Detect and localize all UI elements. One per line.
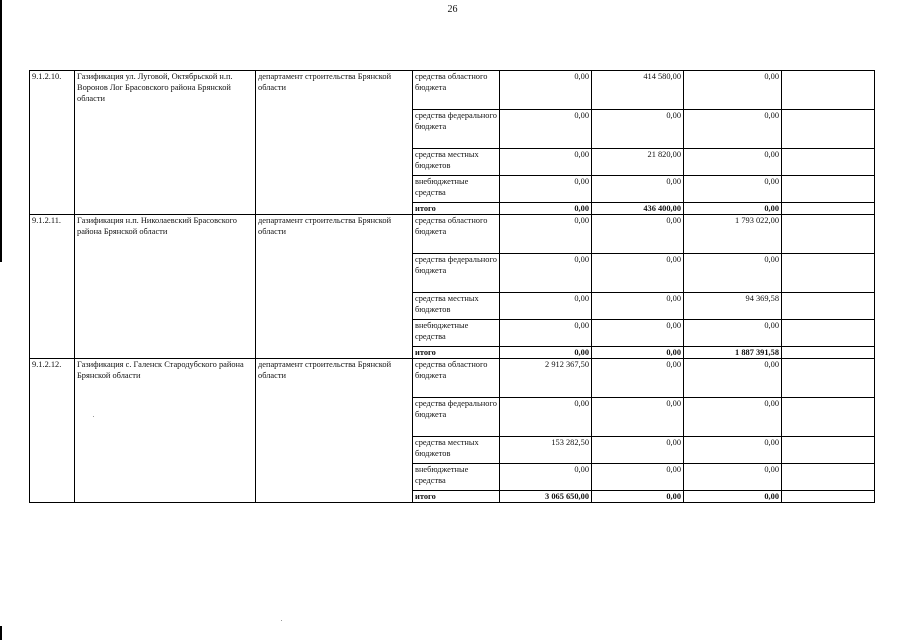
amount-cell-v3: 0,00 <box>684 491 782 503</box>
empty-cell <box>782 215 875 254</box>
amount-cell-v2: 414 580,00 <box>592 71 684 110</box>
funding-row <box>30 359 875 398</box>
funding-row <box>30 215 875 254</box>
funding-table <box>29 70 875 503</box>
amount-cell-v1: 0,00 <box>500 71 592 110</box>
scan-edge-mark-bottom <box>0 626 2 640</box>
funding-source: внебюджетные средства <box>413 176 500 203</box>
project-name: Газификация н.п. Николаевский Брасовского района Брянской области <box>75 215 256 359</box>
empty-cell <box>782 149 875 176</box>
funding-source: внебюджетные средства <box>413 320 500 347</box>
funding-row <box>30 71 875 110</box>
amount-cell-v3: 0,00 <box>684 203 782 215</box>
amount-cell-v3: 1 887 391,58 <box>684 347 782 359</box>
amount-cell-v2: 0,00 <box>592 320 684 347</box>
empty-cell <box>782 437 875 464</box>
project-name: Газификация ул. Луговой, Октябрьской н.п. Воронов Лог Брасовского района Брянской области <box>75 71 256 215</box>
page-number: 26 <box>447 4 458 15</box>
amount-cell-v2: 21 820,00 <box>592 149 684 176</box>
project-code: 9.1.2.10. <box>30 71 75 215</box>
funding-source: средства местных бюджетов <box>413 437 500 464</box>
empty-cell <box>782 176 875 203</box>
funding-source: средства областного бюджета <box>413 71 500 110</box>
empty-cell <box>782 110 875 149</box>
amount-cell-v1: 0,00 <box>500 149 592 176</box>
amount-cell-v1: 0,00 <box>500 398 592 437</box>
amount-cell-v3: 0,00 <box>684 149 782 176</box>
amount-cell-v1: 0,00 <box>500 215 592 254</box>
amount-cell-v1: 0,00 <box>500 320 592 347</box>
amount-cell-v3: 0,00 <box>684 398 782 437</box>
amount-cell-v3: 0,00 <box>684 464 782 491</box>
amount-cell-v3: 0,00 <box>684 437 782 464</box>
amount-cell-v2: 0,00 <box>592 110 684 149</box>
amount-cell-v1: 3 065 650,00 <box>500 491 592 503</box>
funding-source: внебюджетные средства <box>413 464 500 491</box>
scan-edge-mark-top <box>0 0 2 262</box>
scan-speck <box>281 620 282 621</box>
amount-cell-v2: 0,00 <box>592 176 684 203</box>
amount-cell-v1: 0,00 <box>500 293 592 320</box>
amount-cell-v2: 0,00 <box>592 215 684 254</box>
project-executor: департамент строительства Брянской области <box>256 215 413 359</box>
amount-cell-v3: 0,00 <box>684 320 782 347</box>
empty-cell <box>782 320 875 347</box>
amount-cell-v2: 436 400,00 <box>592 203 684 215</box>
amount-cell-v3: 0,00 <box>684 71 782 110</box>
empty-cell <box>782 71 875 110</box>
amount-cell-v3: 0,00 <box>684 359 782 398</box>
empty-cell <box>782 254 875 293</box>
amount-cell-v2: 0,00 <box>592 347 684 359</box>
amount-cell-v1: 153 282,50 <box>500 437 592 464</box>
amount-cell-v1: 0,00 <box>500 254 592 293</box>
empty-cell <box>782 398 875 437</box>
funding-source: средства федерального бюджета <box>413 398 500 437</box>
funding-source: средства областного бюджета <box>413 359 500 398</box>
empty-cell <box>782 491 875 503</box>
project-code: 9.1.2.12. <box>30 359 75 503</box>
amount-cell-v2: 0,00 <box>592 293 684 320</box>
amount-cell-v1: 0,00 <box>500 110 592 149</box>
project-code: 9.1.2.11. <box>30 215 75 359</box>
project-executor: департамент строительства Брянской области <box>256 359 413 503</box>
amount-cell-v1: 0,00 <box>500 347 592 359</box>
funding-source: средства федерального бюджета <box>413 110 500 149</box>
amount-cell-v2: 0,00 <box>592 491 684 503</box>
amount-cell-v1: 0,00 <box>500 464 592 491</box>
amount-cell-v1: 0,00 <box>500 176 592 203</box>
amount-cell-v2: 0,00 <box>592 464 684 491</box>
amount-cell-v3: 94 369,58 <box>684 293 782 320</box>
funding-source: средства местных бюджетов <box>413 293 500 320</box>
amount-cell-v2: 0,00 <box>592 398 684 437</box>
funding-source: средства федерального бюджета <box>413 254 500 293</box>
empty-cell <box>782 347 875 359</box>
amount-cell-v3: 0,00 <box>684 110 782 149</box>
amount-cell-v1: 2 912 367,50 <box>500 359 592 398</box>
project-executor: департамент строительства Брянской области <box>256 71 413 215</box>
amount-cell-v2: 0,00 <box>592 359 684 398</box>
funding-source: итого <box>413 491 500 503</box>
amount-cell-v2: 0,00 <box>592 437 684 464</box>
empty-cell <box>782 293 875 320</box>
funding-table-body <box>30 71 875 503</box>
amount-cell-v2: 0,00 <box>592 254 684 293</box>
amount-cell-v3: 1 793 022,00 <box>684 215 782 254</box>
funding-source: средства областного бюджета <box>413 215 500 254</box>
amount-cell-v3: 0,00 <box>684 254 782 293</box>
empty-cell <box>782 464 875 491</box>
funding-source: средства местных бюджетов <box>413 149 500 176</box>
funding-source: итого <box>413 203 500 215</box>
amount-cell-v3: 0,00 <box>684 176 782 203</box>
funding-source: итого <box>413 347 500 359</box>
project-name: Газификация с. Галенск Стародубского района Брянской области <box>75 359 256 503</box>
amount-cell-v1: 0,00 <box>500 203 592 215</box>
empty-cell <box>782 359 875 398</box>
empty-cell <box>782 203 875 215</box>
